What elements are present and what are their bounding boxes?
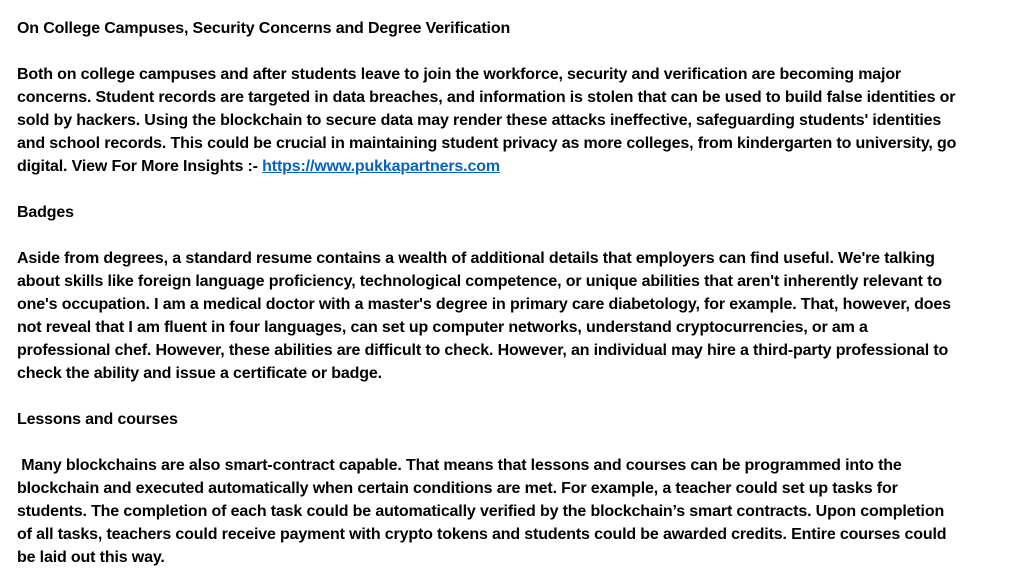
paragraph-line: about skills like foreign language proficiency, technological competence, or unique abilities that aren't inherently relevant to [17,273,942,290]
paragraph-line: students. The completion of each task could be automatically verified by the blockchain’s smart contracts. Upon completion [17,503,945,520]
paragraph-line: blockchain and executed automatically when certain conditions are met. For example, a teacher could set up tasks for [17,480,898,497]
heading-lessons-and-courses: Lessons and courses [17,411,178,428]
paragraph-line: Aside from degrees, a standard resume contains a wealth of additional details that employers can find useful. We're talking [17,250,935,267]
paragraph-line: Many blockchains are also smart-contract capable. That means that lessons and courses can be programmed into the [17,457,902,474]
paragraph-line: one's occupation. I am a medical doctor with a master's degree in primary care diabetology, for example. That, however, does [17,296,951,313]
spacer [17,431,1017,454]
paragraph-line-with-link [17,155,1017,178]
paragraph-security [17,63,1017,178]
paragraph-line: sold by hackers. Using the blockchain to secure data may render these attacks ineffective, safeguarding students' identities [17,112,942,129]
spacer [17,224,1017,247]
pukkapartners-link[interactable]: https://www.pukkapartners.com [262,158,500,175]
spacer [17,178,1017,201]
paragraph-line: concerns. Student records are targeted in data breaches, and information is stolen that can be used to build false identities or [17,89,956,106]
paragraph-line: of all tasks, teachers could receive payment with crypto tokens and students could be awarded credits. Entire courses could [17,526,947,543]
paragraph-line: professional chef. However, these abilities are difficult to check. However, an individual may hire a third-party professional to [17,342,949,359]
paragraph-lessons [17,454,1017,569]
paragraph-line: not reveal that I am fluent in four languages, can set up computer networks, understand cryptocurrencies, or am a [17,319,868,336]
document-body [17,17,1017,569]
paragraph-line: be laid out this way. [17,549,165,566]
heading-badges: Badges [17,204,74,221]
spacer [17,385,1017,408]
paragraph-line: and school records. This could be crucial in maintaining student privacy as more colleges, from kindergarten to university, go [17,135,957,152]
spacer [17,40,1017,63]
paragraph-line-prefix: digital. View For More Insights :- [17,158,263,175]
paragraph-badges [17,247,1017,385]
paragraph-line: check the ability and issue a certificate or badge. [17,365,382,382]
paragraph-line: Both on college campuses and after students leave to join the workforce, security and verification are becoming major [17,66,902,83]
document-title: On College Campuses, Security Concerns and Degree Verification [17,20,511,37]
